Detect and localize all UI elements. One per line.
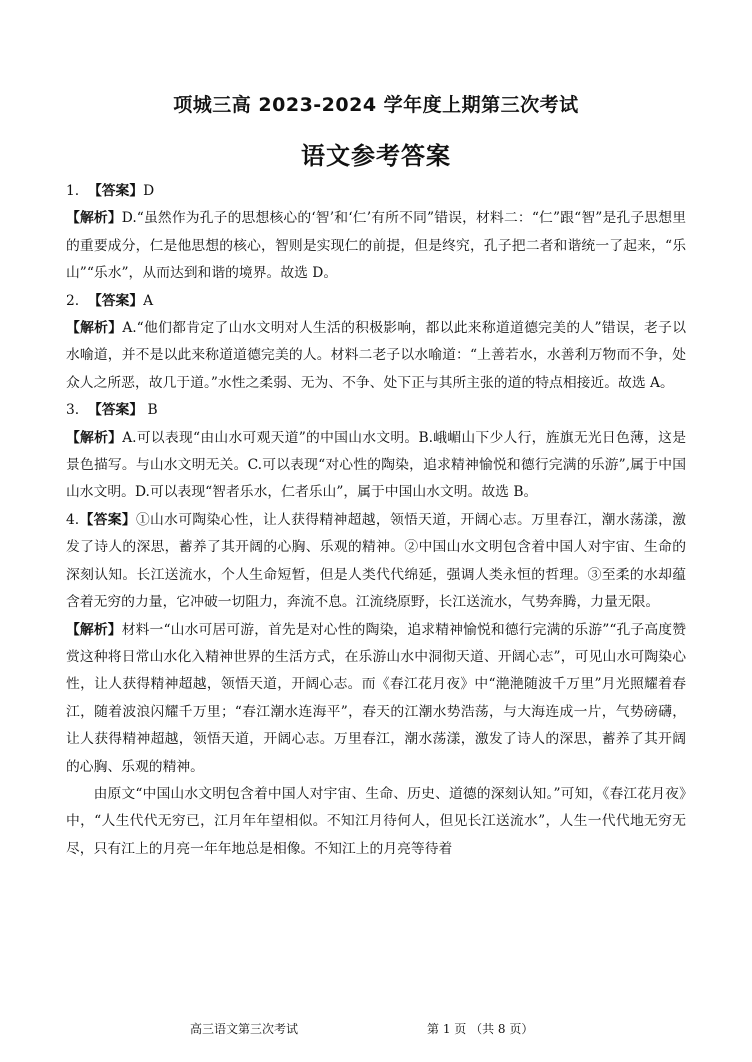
answer-tag: 【答案】 xyxy=(87,292,144,309)
analysis-tag: 【解析】 xyxy=(66,429,123,446)
question-number: 3. xyxy=(66,402,80,419)
answer-text: A xyxy=(143,292,154,309)
q3-answer xyxy=(66,397,686,424)
q2-analysis xyxy=(66,315,686,397)
answer-tag: 【答案】 xyxy=(87,183,144,199)
answer-content xyxy=(66,178,686,863)
answer-tag: 【答案】 xyxy=(87,402,144,419)
q4-analysis xyxy=(66,617,686,781)
analysis-text: D.“虽然作为孔子的思想核心的‘智’和‘仁’有所不同”错误，材料二：“仁”跟“智”是孔子思想里的重要成分，仁是他思想的核心，智则是实现仁的前提，但是终究，孔子把二者和谐统一了起来，“乐山”“乐水”，从而达到和谐的境界。故选 D。 xyxy=(66,210,686,282)
q4-answer xyxy=(66,507,686,617)
q1-answer xyxy=(66,178,686,205)
answer-text: ①山水可陶染心性，让人获得精神超越，领悟天道，开阔心志。万里春江，潮水荡漾，激发了诗人的深思，蓄养了其开阔的心胸、乐观的精神。②中国山水文明包含着中国人对宇宙、生命的深刻认知。长江送流水，个人生命短暂，但是人类代代绵延，强调人类永恒的哲理。③至柔的水却蕴含着无穷的力量，它冲破一切阻力，奔流不息。江流绕原野，长江送流水，气势奔腾，力量无限。 xyxy=(66,511,686,611)
footer-exam-name: 高三语文第三次考试 xyxy=(190,1022,299,1036)
analysis-tag: 【解析】 xyxy=(66,320,123,337)
analysis-text: A.可以表现“由山水可观天道”的中国山水文明。B.峨嵋山下少人行，旌旗无光日色薄，这是景色描写。与山水文明无关。C.可以表现“对心性的陶染，追求精神愉悦和德行完满的乐游”,属于中国山水文明。D.可以表现“智者乐水，仁者乐山”，属于中国山水文明。故选 B。 xyxy=(66,429,686,501)
q4-analysis-continued: 由原文“中国山水文明包含着中国人对宇宙、生命、历史、道德的深刻认知。”可知，《春江花月夜》中，“人生代代无穷已，江月年年望相似。不知江月待何人，但见长江送流水”，人生一代代地无穷无尽，只有江上的月亮一年年地总是相像。不知江上的月亮等待着 xyxy=(66,785,686,857)
question-number: 2. xyxy=(66,292,80,309)
analysis-text: 材料一“山水可居可游，首先是对心性的陶染，追求精神愉悦和德行完满的乐游”“孔子高度赞赏这种将日常山水化入精神世界的生活方式，在乐游山水中洞彻天道、开阔心志”，可见山水可陶染心性，让人获得精神超越，领悟天道，开阔心志。而《春江花月夜》中“滟滟随波千万里”月光照耀着春江，随着波浪闪耀千万里；“春江潮水连海平”，春天的江潮水势浩荡，与大海连成一片，气势磅礴，让人获得精神超越，领悟天道，开阔心志。万里春江，潮水荡漾，激发了诗人的深思，蓄养了其开阔的心胸、乐观的精神。 xyxy=(66,621,686,775)
question-number: 4. xyxy=(66,511,80,528)
answer-text: B xyxy=(143,402,158,419)
exam-title: 项城三高 2023-2024 学年度上期第三次考试 xyxy=(173,94,579,116)
footer-page-number: 第 1 页 （共 8 页） xyxy=(427,1022,534,1036)
analysis-tag: 【解析】 xyxy=(66,621,122,638)
answer-tag: 【答案】 xyxy=(79,511,136,528)
q1-analysis xyxy=(66,205,686,287)
analysis-tag: 【解析】 xyxy=(66,210,122,227)
answer-text: D xyxy=(143,183,155,199)
q3-analysis xyxy=(66,425,686,507)
question-number: 1. xyxy=(66,183,80,199)
answer-key-title: 语文参考答案 xyxy=(301,142,451,170)
analysis-text: A.“他们都肯定了山水文明对人生活的积极影响，都以此来称道道德完美的人”错误，老子以水喻道，并不是以此来称道道德完美的人。材料二老子以水喻道：“上善若水，水善利万物而不争，处众人之所恶，故几于道。”水性之柔弱、无为、不争、处下正与其所主张的道的特点相接近。故选 A。 xyxy=(66,320,686,391)
q2-answer xyxy=(66,288,686,315)
